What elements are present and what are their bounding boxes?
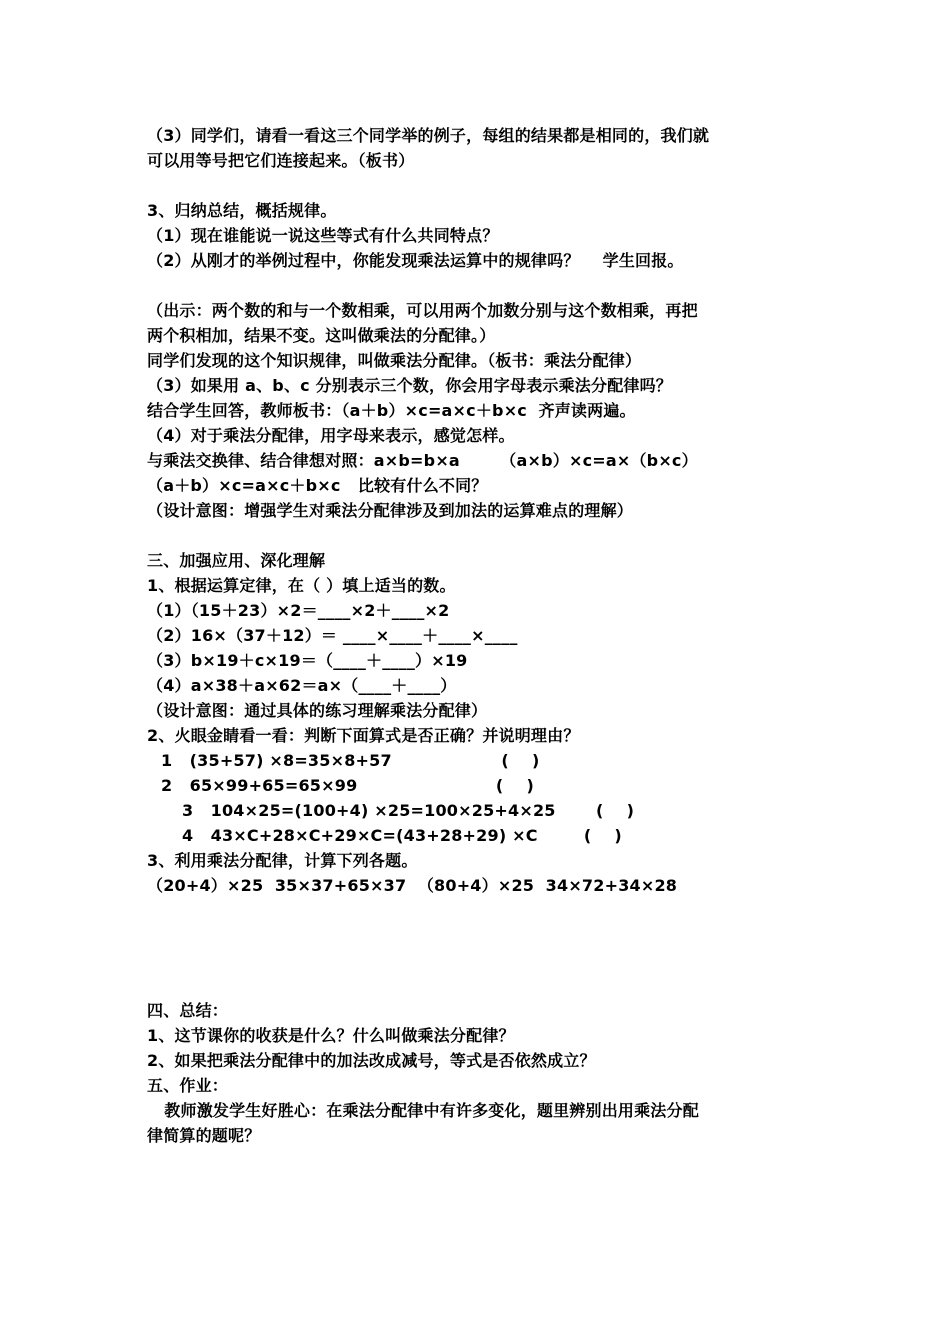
paragraph-line: 同学们发现的这个知识规律，叫做乘法分配律。（板书：乘法分配律）	[147, 351, 642, 370]
paragraph-line: 律简算的题呢？	[147, 1126, 261, 1145]
question-line: 1、这节课你的收获是什么？什么叫做乘法分配律？	[147, 1026, 515, 1045]
paragraph-line: 可以用等号把它们连接起来。（板书）	[147, 151, 415, 170]
section-heading: 四、总结：	[147, 1001, 229, 1020]
section-heading: 三、加强应用、深化理解	[147, 551, 326, 570]
paragraph-line: （3）同学们，请看一看这三个同学举的例子，每组的结果都是相同的，我们就	[147, 126, 710, 145]
paragraph-line: （a＋b）×c=a×c＋b×c 比较有什么不同？	[147, 476, 488, 495]
judgement-line: 1 (35+57) ×8=35×8+57 ( )	[161, 751, 540, 770]
exercise-line: （4）a×38＋a×62＝a×（____＋____）	[147, 676, 457, 695]
question-line: （2）从刚才的举例过程中，你能发现乘法运算中的规律吗？ 学生回报。	[147, 251, 684, 270]
paragraph-line: （出示：两个数的和与一个数相乘，可以用两个加数分别与这个数相乘，再把	[147, 301, 698, 320]
paragraph-line: 两个积相加，结果不变。这叫做乘法的分配律。）	[147, 326, 496, 345]
paragraph-line: 与乘法交换律、结合律想对照：a×b=b×a （a×b）×c=a×（b×c）	[147, 451, 698, 470]
judgement-line: 2 65×99+65=65×99 ( )	[161, 776, 534, 795]
design-note: （设计意图：通过具体的练习理解乘法分配律）	[147, 701, 488, 720]
design-note: （设计意图：增强学生对乘法分配律涉及到加法的运算难点的理解）	[147, 501, 634, 520]
question-line: 2、如果把乘法分配律中的加法改成减号，等式是否依然成立？	[147, 1051, 596, 1070]
judgement-line: 3 104×25=(100+4) ×25=100×25+4×25 ( )	[182, 801, 635, 820]
calculation-line: （20+4）×25 35×37+65×37 （80+4）×25 34×72+34×28	[147, 876, 678, 895]
task-line: 1、根据运算定律，在（ ）填上适当的数。	[147, 576, 456, 595]
summary-heading: 3、归纳总结，概括规律。	[147, 201, 337, 220]
paragraph-line: 教师激发学生好胜心：在乘法分配律中有许多变化，题里辨别出用乘法分配	[147, 1101, 699, 1120]
exercise-line: （3）b×19＋c×19＝（____＋____）×19	[147, 651, 468, 670]
exercise-line: （1）（15＋23）×2＝____×2＋____×2	[147, 601, 450, 620]
exercise-line: （2）16×（37＋12）＝ ____×____＋____×____	[147, 626, 518, 645]
question-line: （4）对于乘法分配律，用字母来表示，感觉怎样。	[147, 426, 515, 445]
question-line: （1）现在谁能说一说这些等式有什么共同特点？	[147, 226, 499, 245]
task-line: 3、利用乘法分配律，计算下列各题。	[147, 851, 418, 870]
task-line: 2、火眼金睛看一看：判断下面算式是否正确？并说明理由？	[147, 726, 580, 745]
section-heading: 五、作业：	[147, 1076, 229, 1095]
question-line: （3）如果用 a、b、c 分别表示三个数，你会用字母表示乘法分配律吗？	[147, 376, 673, 395]
judgement-line: 4 43×C+28×C+29×C=(43+28+29) ×C ( )	[182, 826, 622, 845]
paragraph-line: 结合学生回答，教师板书：（a＋b）×c=a×c＋b×c 齐声读两遍。	[147, 401, 636, 420]
